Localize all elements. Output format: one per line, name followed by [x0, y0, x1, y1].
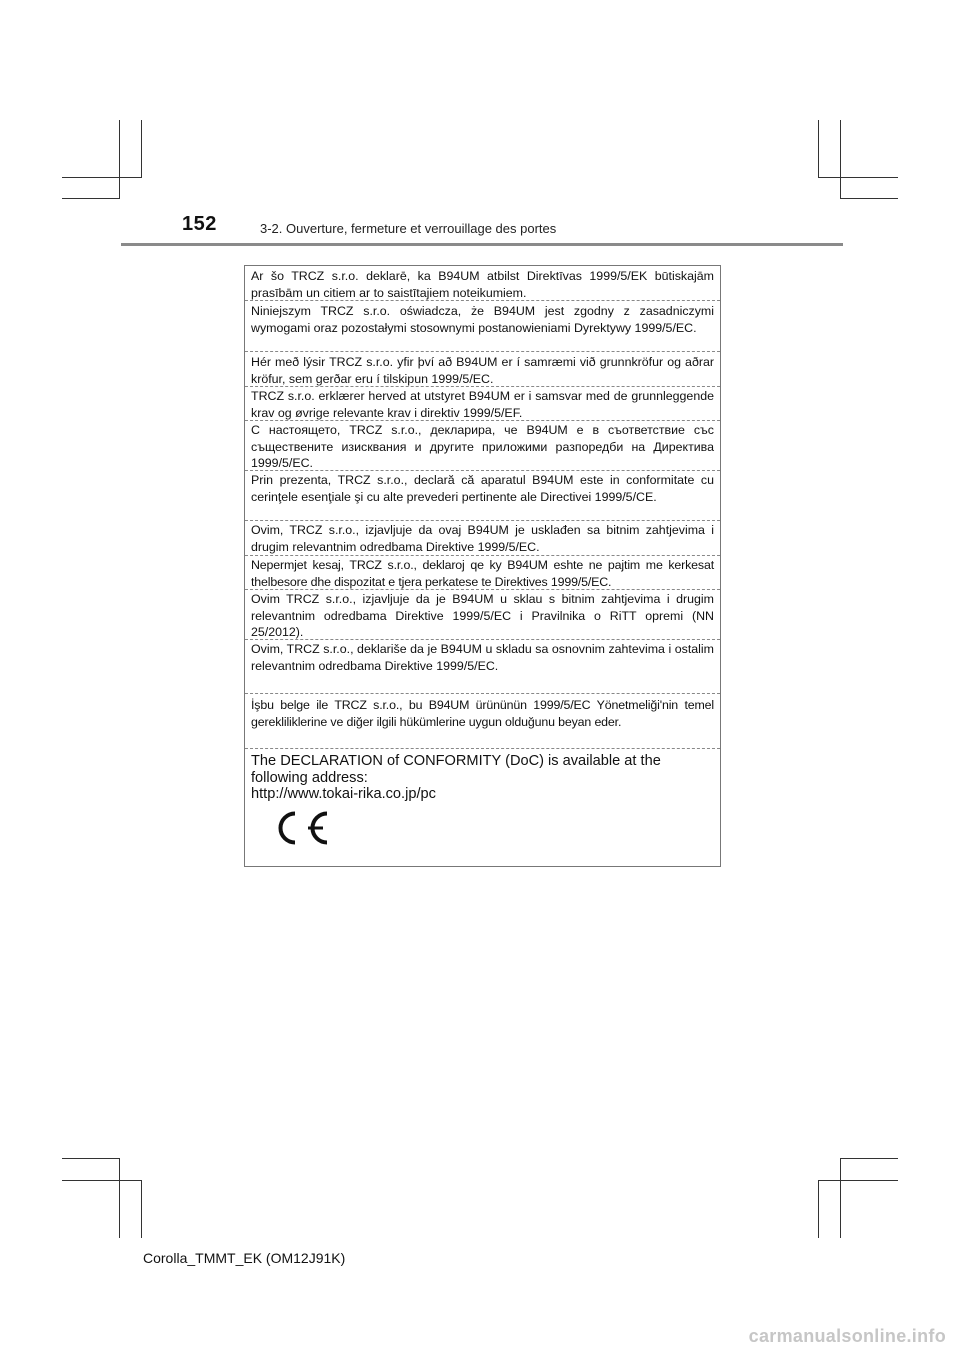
declaration-albanian: Nepermjet kesaj, TRCZ s.r.o., deklaroj qe ky B94UM eshte ne pajtim me kerkesat thelbesore dhe dispozitat e tjera perkatese te Direktives 1999/5/EC.	[251, 558, 714, 589]
declaration-bosnian: Ovim, TRCZ s.r.o., izjavljuje da ovaj B94UM je usklađen sa bitnim zahtjevima i drugim relevantnim odredbama Direktive 1999/5/EC.	[251, 523, 714, 554]
declaration-bulgarian: С настоящето, TRCZ s.r.o., декларира, че B94UM е в съответствие със съществените изисквания и другите приложими разпоредби на Директива 1999/5/ЕС.	[251, 423, 714, 470]
page-number: 152	[182, 213, 217, 235]
ce-mark-icon	[267, 810, 329, 846]
declaration-separator	[245, 748, 720, 749]
doc-notice-line-2: following address:	[251, 769, 368, 786]
declaration-separator	[245, 351, 720, 352]
declaration-norwegian: TRCZ s.r.o. erklærer herved at utstyret B94UM er i samsvar med de grunnleggende krav og øvrige relevante krav i direktiv 1999/5/EF.	[251, 389, 714, 420]
crop-mark-bottom-left-vertical-2	[141, 1180, 142, 1238]
declaration-croatian: Ovim TRCZ s.r.o., izjavljuje da je B94UM u sklau s bitnim zahtjevima i drugim relevantnim odredbama Direktive 1999/5/EC i Pravilnika o RiTT opremi (NN 25/2012).	[251, 592, 714, 639]
declaration-separator	[245, 555, 720, 556]
declaration-separator	[245, 693, 720, 694]
crop-mark-top-left-vertical-2	[141, 120, 142, 178]
declaration-icelandic: Hér með lýsir TRCZ s.r.o. yfir því að B94UM er í samræmi við grunnkröfur og aðrar kröfur, sem gerðar eru í tilskipun 1999/5/EC.	[251, 355, 714, 386]
crop-mark-top-right-vertical	[818, 120, 819, 178]
declaration-separator	[245, 420, 720, 421]
crop-mark-top-left-vertical	[119, 120, 120, 199]
header-divider	[121, 243, 843, 246]
watermark: carmanualsonline.info	[748, 1326, 946, 1346]
doc-notice	[251, 753, 711, 803]
doc-notice-line-1: The DECLARATION of CONFORMITY (DoC) is available at the	[251, 753, 661, 769]
declaration-box	[244, 265, 721, 867]
declaration-turkish: İşbu belge ile TRCZ s.r.o., bu B94UM ürününün 1999/5/EC Yönetmeliği'nin temel gerekliliklerine ve diğer ilgili hükümlerine uygun olduğunu beyan eder.	[251, 698, 714, 729]
crop-mark-bottom-right-horizontal	[840, 1158, 898, 1159]
declaration-romanian: Prin prezenta, TRCZ s.r.o., declară că aparatul B94UM este in conformitate cu cerinţele esenţiale şi cu alte prevederi pertinente ale Directivei 1999/5/CE.	[251, 473, 714, 504]
declaration-separator	[245, 386, 720, 387]
declaration-polish: Niniejszym TRCZ s.r.o. oświadcza, że B94UM jest zgodny z zasadniczymi wymogami oraz pozostałymi stosownymi postanowieniami Dyrektywy 1999/5/EC.	[251, 304, 714, 335]
crop-mark-top-right-horizontal	[818, 177, 898, 178]
declaration-serbian: Ovim, TRCZ s.r.o., deklariše da je B94UM u skladu sa osnovnim zahtevima i ostalim relevantnim odredbama Direktive 1999/5/EC.	[251, 642, 714, 673]
crop-mark-bottom-left-horizontal	[62, 1158, 120, 1159]
declaration-separator	[245, 520, 720, 521]
footer-document-id: Corolla_TMMT_EK (OM12J91K)	[143, 1250, 346, 1266]
crop-mark-top-right-horizontal-2	[840, 198, 898, 199]
declaration-separator	[245, 300, 720, 301]
declaration-separator	[245, 589, 720, 590]
declaration-separator	[245, 470, 720, 471]
declaration-separator	[245, 639, 720, 640]
crop-mark-top-left-horizontal-2	[62, 198, 120, 199]
crop-mark-bottom-left-vertical	[119, 1158, 120, 1238]
crop-mark-top-right-vertical-2	[840, 120, 841, 199]
section-title: 3-2. Ouverture, fermeture et verrouillage des portes	[260, 221, 557, 236]
crop-mark-bottom-right-vertical	[840, 1158, 841, 1238]
crop-mark-bottom-left-horizontal-2	[62, 1180, 141, 1181]
crop-mark-bottom-right-vertical-2	[818, 1180, 819, 1238]
crop-mark-bottom-right-horizontal-2	[818, 1180, 898, 1181]
declaration-latvian: Ar šo TRCZ s.r.o. deklarē, ka B94UM atbilst Direktīvas 1999/5/EK būtiskajām prasībām un citiem ar to saistītajiem noteikumiem.	[251, 269, 714, 300]
doc-url[interactable]: http://www.tokai-rika.co.jp/pc	[251, 786, 436, 802]
crop-mark-top-left-horizontal	[62, 177, 141, 178]
